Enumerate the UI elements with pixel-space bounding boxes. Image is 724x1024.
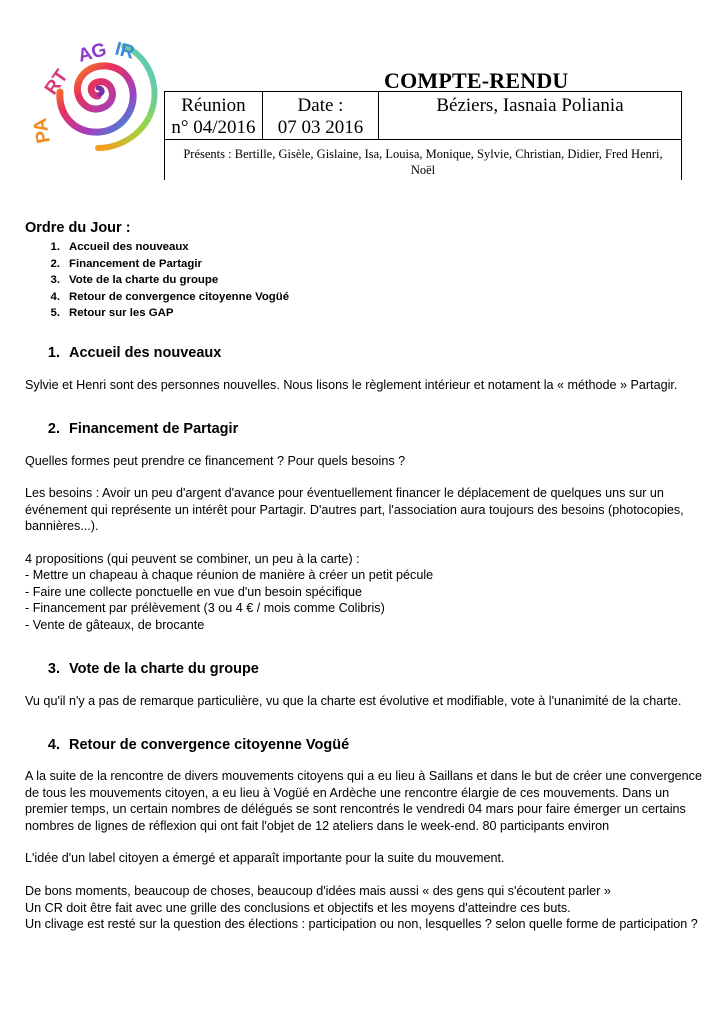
proposal-item: - Mettre un chapeau à chaque réunion de manière à créer un petit pécule bbox=[25, 568, 434, 583]
section-paragraph: Vu qu'il n'y a pas de remarque particulière, vu que la charte est évolutive et modifiable, vote à l'unanimité de la charte. bbox=[25, 693, 682, 708]
agenda-item: 4. Retour de convergence citoyenne Vogüé bbox=[50, 290, 290, 303]
meeting-location: Béziers, Iasnaia Poliania bbox=[436, 95, 624, 116]
section-paragraph: Un clivage est resté sur la question des élections : participation ou non, lesquelles ? selon quelle forme de participation ? bbox=[25, 916, 698, 931]
section-paragraph: Un CR doit être fait avec une grille des conclusions et objectifs et les moyens d'atteindre ces buts. bbox=[25, 900, 571, 915]
svg-text:PA: PA bbox=[29, 116, 55, 145]
section-paragraph: A la suite de la rencontre de divers mouvements citoyens qui a eu lieu à Saillans et dans le but de créer une convergence de tous les mouvements citoyen, a eu lieu à Vogüé en Ardèche une rencontre élargie de ces mouvements. Dans un premier temps, un certain nombres de délégués se sont rencontrés le vendredi 04 mars pour faire émerger un certains nombres de lignes de réflexion qui ont fait l'objet de 12 ateliers dans le week-end. 80 participants environ bbox=[25, 769, 702, 833]
agenda-list bbox=[25, 239, 705, 321]
svg-text:RT: RT bbox=[40, 66, 73, 99]
meeting-header-table bbox=[164, 91, 682, 180]
section-heading-convergence: 4. Retour de convergence citoyenne Vogüé bbox=[47, 736, 350, 753]
svg-text:AG: AG bbox=[75, 39, 109, 67]
agenda-item: 5. Retour sur les GAP bbox=[50, 307, 174, 320]
meeting-location-cell bbox=[379, 92, 681, 139]
meeting-number-label: Réunion bbox=[181, 95, 246, 116]
document-body bbox=[25, 220, 705, 932]
meeting-number-cell bbox=[165, 92, 263, 139]
meeting-date-cell bbox=[263, 92, 379, 139]
section-paragraph: De bons moments, beaucoup de choses, beaucoup d'idées mais aussi « des gens qui s'écoutent parler » bbox=[25, 884, 611, 899]
proposal-item: - Faire une collecte ponctuelle en vue d'un besoin spécifique bbox=[25, 584, 363, 599]
meeting-date-label: Date : bbox=[297, 95, 344, 116]
proposal-item: - Vente de gâteaux, de brocante bbox=[25, 617, 205, 632]
section-paragraph: 4 propositions (qui peuvent se combiner, un peu à la carte) : bbox=[25, 552, 360, 567]
agenda-title: Ordre du Jour : bbox=[25, 220, 131, 236]
meeting-date-value: 07 03 2016 bbox=[277, 117, 364, 138]
meeting-info-row bbox=[164, 91, 682, 140]
partagir-logo bbox=[28, 26, 162, 156]
agenda-item: 1. Accueil des nouveaux bbox=[50, 241, 189, 254]
meeting-number-value: n° 04/2016 bbox=[171, 117, 256, 138]
section-paragraph: L'idée d'un label citoyen a émergé et apparaît importante pour la suite du mouvement. bbox=[25, 851, 505, 866]
proposal-item: - Financement par prélèvement (3 ou 4 € / mois comme Colibris) bbox=[25, 601, 385, 616]
section-heading-accueil: 1. Accueil des nouveaux bbox=[47, 345, 222, 362]
section-paragraph: Les besoins : Avoir un peu d'argent d'avance pour éventuellement financer le déplacement de quelques uns sur un événement qui représente un intérêt pour Partagir. D'autres part, l'association aura toujours des besoins (photocopies, bannières...). bbox=[25, 486, 684, 534]
attendees-list: Présents : Bertille, Gisèle, Gislaine, Isa, Louisa, Monique, Sylvie, Christian, Didier, Fred Henri, Noël bbox=[164, 139, 682, 180]
agenda-item: 3. Vote de la charte du groupe bbox=[50, 274, 219, 287]
section-paragraph: Sylvie et Henri sont des personnes nouvelles. Nous lisons le règlement intérieur et notament la « méthode » Partagir. bbox=[25, 377, 678, 392]
document-title: COMPTE-RENDU bbox=[384, 68, 569, 93]
section-heading-financement: 2. Financement de Partagir bbox=[47, 421, 239, 438]
svg-text:IR: IR bbox=[112, 38, 137, 64]
section-paragraph: Quelles formes peut prendre ce financement ? Pour quels besoins ? bbox=[25, 453, 406, 468]
agenda-item: 2. Financement de Partagir bbox=[50, 257, 202, 270]
section-heading-charte: 3. Vote de la charte du groupe bbox=[47, 661, 259, 678]
